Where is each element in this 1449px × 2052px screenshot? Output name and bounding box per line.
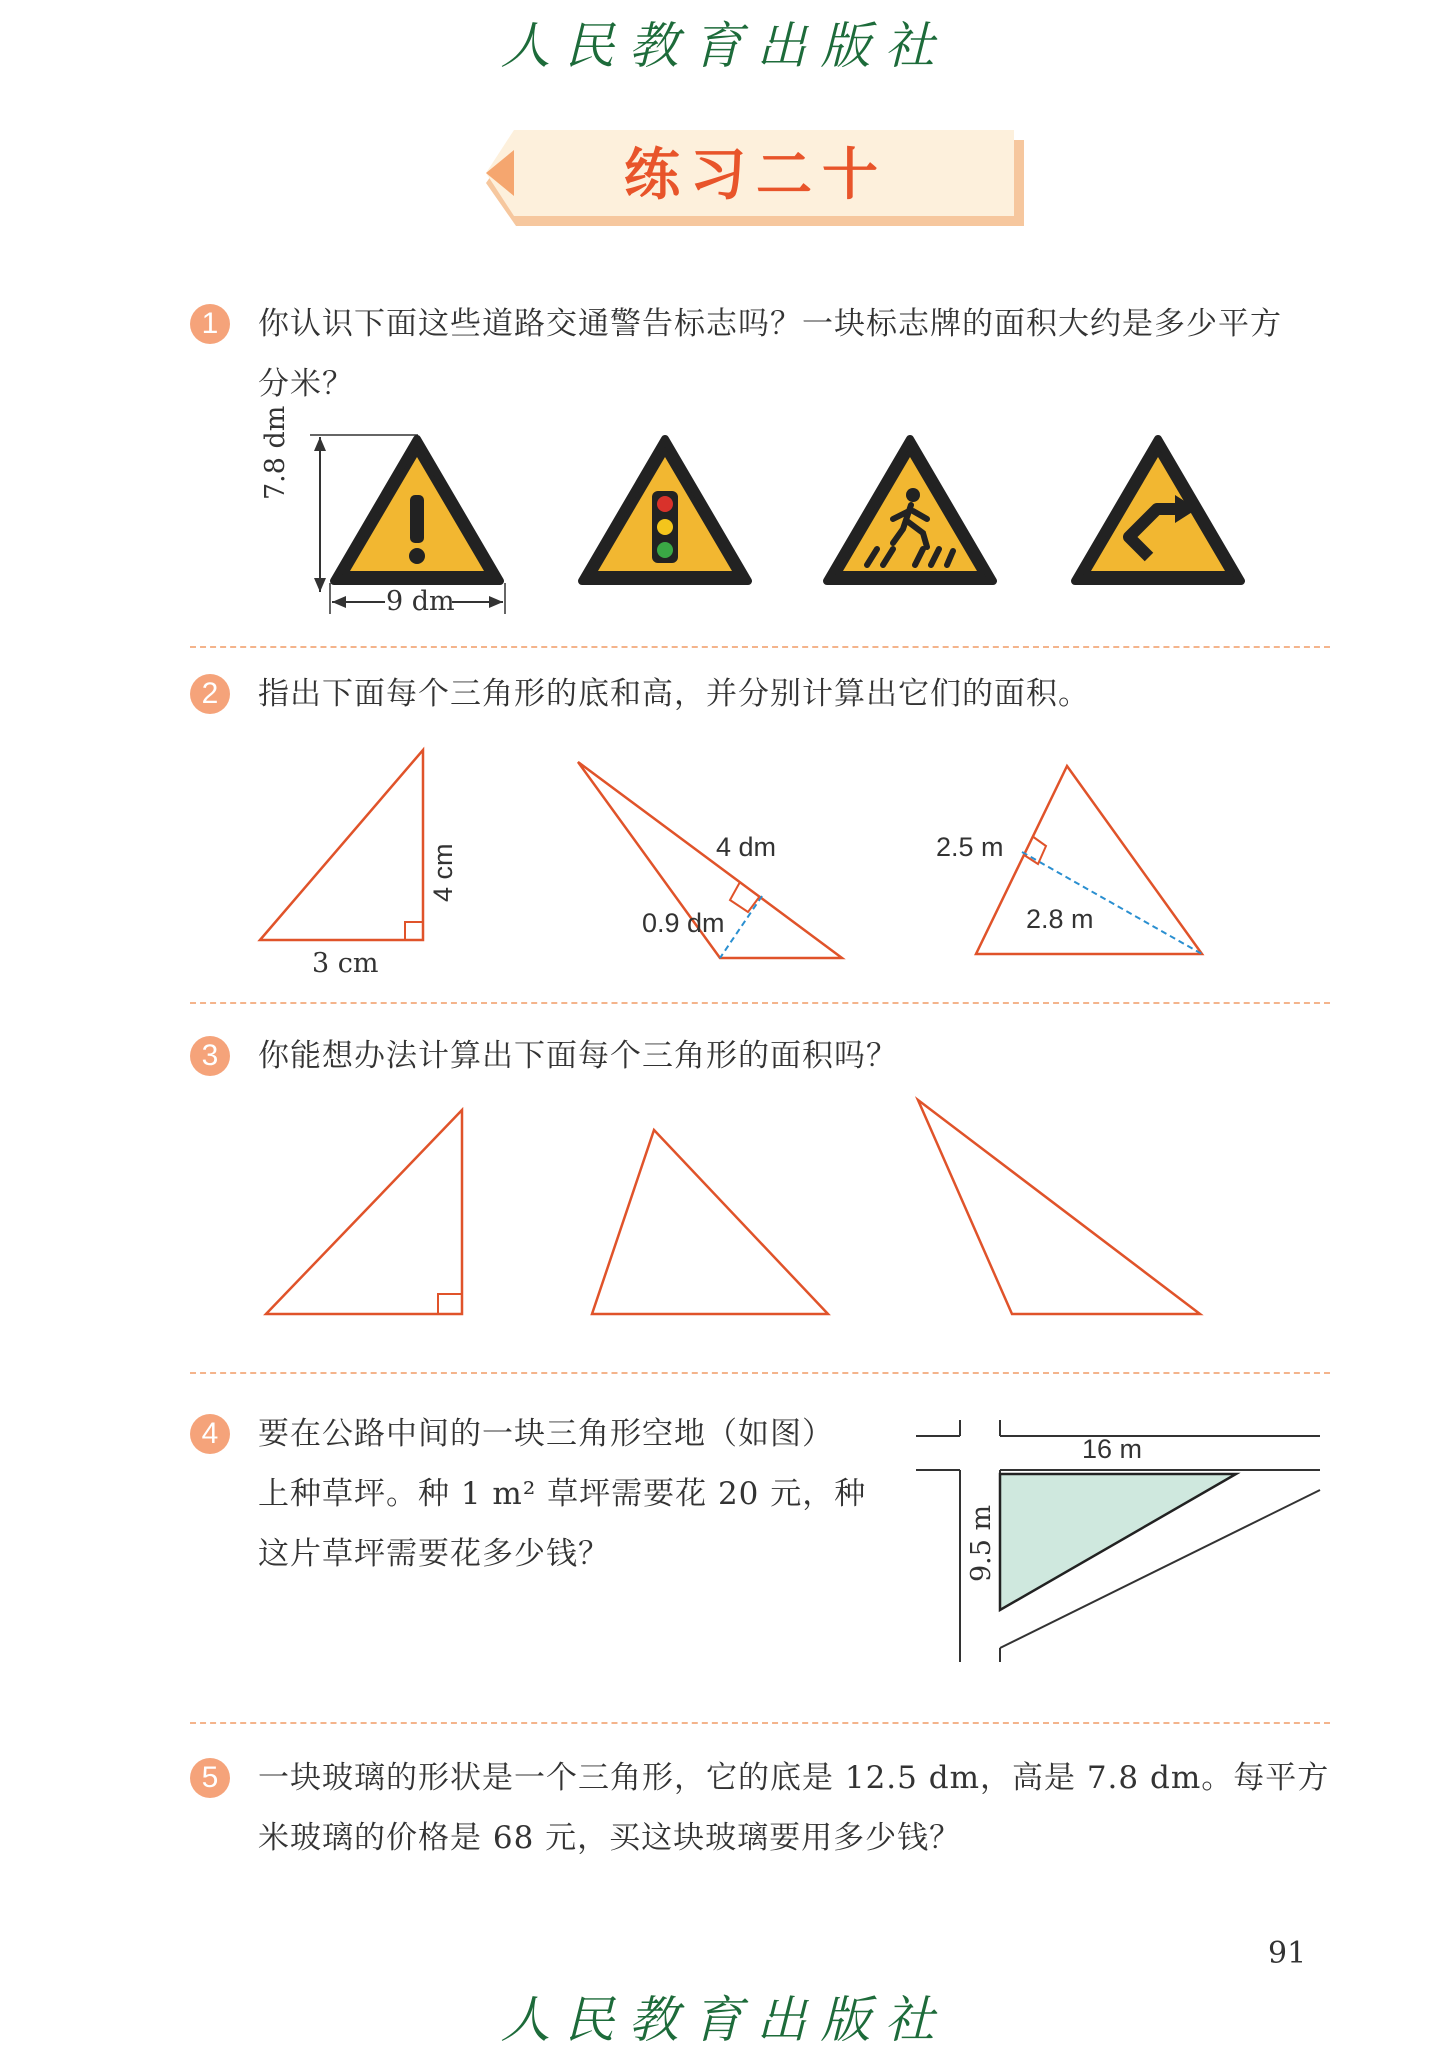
divider-2 [190,1002,1330,1004]
triangle-a-base-label: 3 cm [312,948,379,979]
divider-4 [190,1722,1330,1724]
triangle-b-height-label: 0.9 dm [642,908,725,938]
exclamation-icon [330,433,505,588]
question-5-number: 5 [190,1758,230,1798]
question-2-number: 2 [190,674,230,714]
traffic-light-icon [578,433,753,588]
pedestrian-crossing-icon [823,433,998,588]
question-4-line-2: 上种草坪。种 1 m² 草坪需要花 20 元，种 [258,1476,867,1512]
sign-height-label: 7.8 dm [260,405,291,500]
question-4-number: 4 [190,1414,230,1454]
question-1-number: 1 [190,304,230,344]
curve-arrow-icon [1071,433,1246,588]
triangle-a-height-label: 4 cm [428,843,458,902]
question-5-text [258,1748,1338,1868]
divider-3 [190,1372,1330,1374]
page-number: 91 [1268,1936,1307,1971]
triangle-b-base-label: 4 dm [716,832,777,862]
lawn-base-label: 16 m [1082,1434,1143,1464]
publisher-footer: 人民教育出版社 [500,1991,949,2049]
question-3-text [258,1026,1338,1086]
question-4-line-3: 这片草坪需要花多少钱？ [258,1536,610,1572]
sign-dimension-lines [0,0,1449,700]
question-4-line-1: 要在公路中间的一块三角形空地（如图） [258,1416,834,1452]
triangle-c-base-label: 2.5 m [936,832,1004,862]
lawn-height-label: 9.5 m [966,1504,997,1582]
sign-base-label: 9 dm [386,586,455,617]
question-3-triangles [0,1090,1449,1340]
question-5-line-2: 米玻璃的价格是 68 元，买这块玻璃要用多少钱？ [258,1820,962,1856]
question-2-text [258,664,1338,724]
triangle-c-height-label: 2.8 m [1026,904,1094,934]
exercise-title: 练习二十 [624,142,888,208]
road-lawn-diagram [0,1400,1449,1680]
question-2-line-1: 指出下面每个三角形的底和高，并分别计算出它们的面积。 [258,676,1090,712]
divider-1 [190,646,1330,648]
publisher-header: 人民教育出版社 [500,17,949,75]
question-1-line-1: 你认识下面这些道路交通警告标志吗？一块标志牌的面积大约是多少平方 [258,306,1282,342]
question-1-line-2: 分米？ [258,366,354,402]
question-3-line-1: 你能想办法计算出下面每个三角形的面积吗？ [258,1038,898,1074]
question-3-number: 3 [190,1036,230,1076]
question-5-line-1: 一块玻璃的形状是一个三角形，它的底是 12.5 dm，高是 7.8 dm。每平方 [258,1760,1330,1796]
question-2-triangles [0,740,1449,1040]
